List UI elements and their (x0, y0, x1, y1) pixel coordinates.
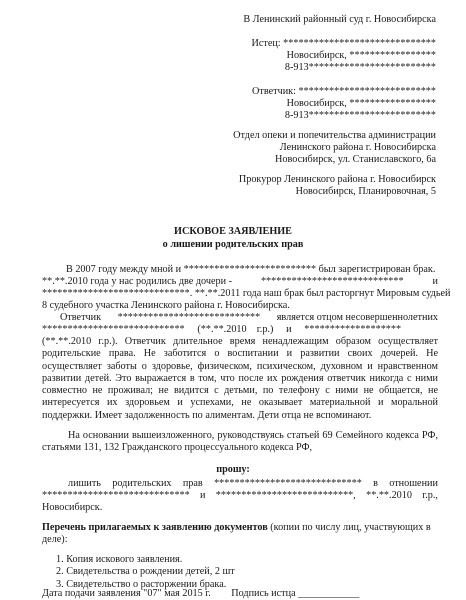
attachments-heading (42, 522, 438, 547)
document-title: ИСКОВОЕ ЗАЯВЛЕНИЕ (174, 226, 292, 237)
body-paragraph: На основании вышеизложенного, руководствуясь статьей 69 Семейного кодекса РФ, статьями 131, 132 Гражданского процессуального кодекса РФ, (42, 430, 438, 454)
prosecutor-line-2: Новосибирск, Планировочная, 5 (295, 186, 436, 197)
request-fragment: прав (182, 478, 203, 489)
list-item: 1. Копия искового заявления. (56, 554, 183, 565)
body-fragment: **.**.2010 года у нас родились две дочери - (42, 276, 232, 287)
court-name: В Ленинский районный суд г. Новосибирска (243, 14, 436, 25)
request-fragment: ***************************** (42, 490, 190, 501)
plaintiff-address: Новосибирск, ***************** (286, 50, 436, 61)
plaintiff-phone: 8-913************************* (284, 62, 436, 73)
request-line (42, 478, 438, 490)
submission-date-line: Дата подачи заявления "07" мая 2015 г. Подпись истца ____________ (42, 588, 360, 599)
request-fragment: ***************************** (214, 478, 362, 489)
body-fragment: **************************** (260, 276, 404, 287)
request-fragment: в (373, 478, 378, 489)
body-line: **************************** (**.**.2010 г.р.) и ******************* (42, 324, 402, 335)
document-subtitle: о лишении родительских прав (162, 239, 304, 250)
request-line: Новосибирск. (42, 502, 103, 513)
guardianship-line-1: Отдел опеки и попечительства администрации (233, 130, 436, 141)
body-fragment: и (432, 276, 438, 287)
guardianship-line-3: Новосибирск, ул. Станиславского, 6а (275, 154, 436, 165)
list-item: 3. Свидетельство о расторжении брака. (56, 578, 227, 590)
body-line (42, 276, 438, 288)
request-fragment: г.р., (422, 490, 438, 501)
body-fragment: является отцом несовершеннолетних (276, 312, 438, 323)
guardianship-line-2: Ленинского района г. Новосибирска (279, 142, 436, 153)
attachments-heading-bold: Перечень прилагаемых к заявлению документов (42, 522, 268, 533)
prosecutor-line-1: Прокурор Ленинского района г. Новосибирск (238, 174, 436, 185)
body-line: 8 судебного участка Ленинского района г. Новосибирска. (42, 300, 290, 311)
request-fragment: лишить (68, 478, 101, 489)
request-fragment: отношении (389, 478, 438, 489)
plaintiff-line: Истец: ****************************** (251, 38, 436, 49)
attachments-heading-rest: (копии по числу лиц, участвующих в деле): (42, 522, 431, 546)
body-paragraph: (**.**.2010 г.р.). Ответчик длительное время ненадлежащим образом осуществляет родительские права. Не заботится о воспитании и развитии своих дочерей. Не осуществляет заботы о здоровье, физическом, психическом, духовном и нравственном развитии детей. Это выражается в том, что после их рождения ответчик никогда с ними совместно не проживал; не видится с детьми, по телефону с ними не общается, не интересуется их здоровьем и успехами, не оказывает материальной и моральной поддержки. Имеет задолженность по алиментам. Дети отца не вспоминают. (42, 336, 438, 421)
defendant-phone: 8-913************************* (284, 110, 436, 121)
request-fragment: ***************************, (215, 490, 356, 501)
body-fragment: **************************** (117, 312, 261, 323)
request-heading: прошу: (216, 464, 250, 475)
request-fragment: родительских (112, 478, 172, 489)
defendant-line: Ответчик: *************************** (252, 86, 436, 97)
request-line (42, 490, 438, 502)
attachments-list (56, 554, 436, 591)
body-line: В 2007 году между мной и ************************** был зарегистрирован брак. (66, 264, 436, 275)
list-item: 2. Свидетельства о рождении детей, 2 шт (56, 566, 235, 578)
request-fragment: **.**.2010 (366, 490, 412, 501)
defendant-address: Новосибирск, ***************** (286, 98, 436, 109)
body-line: *****************************. **.**.2011 года наш брак был расторгнут Мировым судьей (42, 288, 451, 299)
body-fragment: Ответчик (60, 312, 102, 323)
body-line (42, 312, 438, 324)
request-fragment: и (200, 490, 206, 501)
